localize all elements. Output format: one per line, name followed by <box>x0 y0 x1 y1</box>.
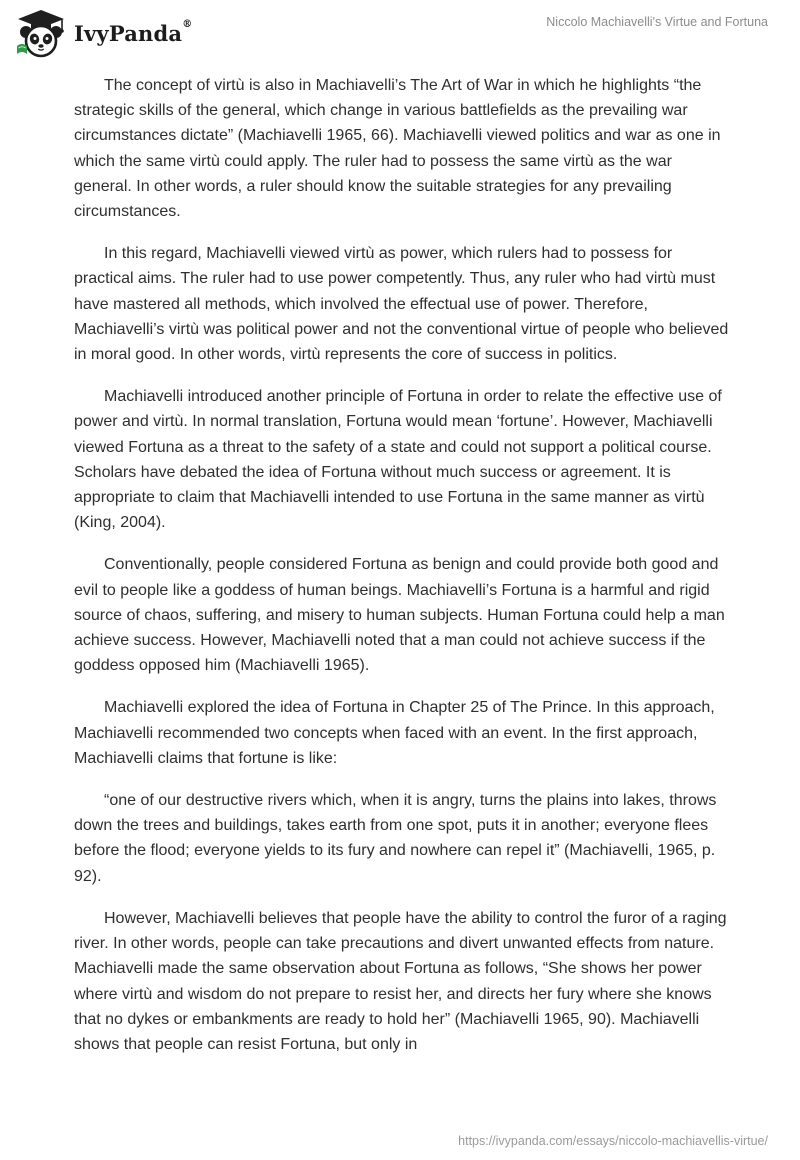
essay-body <box>74 73 734 1074</box>
page-header <box>0 0 800 70</box>
document-title: Niccolo Machiavelli's Virtue and Fortuna <box>546 15 768 29</box>
paragraph: In this regard, Machiavelli viewed virtù as power, which rulers had to possess for practical aims. The ruler had to use power competently. Thus, any ruler who had virtù must have mastered all methods, which involved the effectual use of power. Therefore, Machiavelli’s virtù was political power and not the conventional virtue of people who believed in moral good. In other words, virtù represents the core of success in politics. <box>74 245 729 364</box>
panda-graduate-icon <box>14 8 68 58</box>
paragraph: Conventionally, people considered Fortuna as benign and could provide both good and evil to people like a goddess of human beings. Machiavelli’s Fortuna is a harmful and rigid source of chaos, suffering, and misery to human subjects. Human Fortuna could help a man achieve success. However, Machiavelli noted that a man could not achieve success if the goddess opposed him (Machiavelli 1965). <box>74 556 725 675</box>
ivypanda-logo[interactable] <box>14 8 192 58</box>
block-quote: “one of our destructive rivers which, when it is angry, turns the plains into lakes, throws down the trees and buildings, takes earth from one spot, puts it in another; everyone flees before the flood; everyone yields to its fury and nowhere can repel it” (Machiavelli, 1965, p. 92). <box>74 792 717 885</box>
source-url[interactable]: https://ivypanda.com/essays/niccolo-machiavellis-virtue/ <box>458 1134 768 1148</box>
paragraph: The concept of virtù is also in Machiavelli’s The Art of War in which he highlights “the strategic skills of the general, which change in various battlefields as the prevailing war circumstances dictate” (Machiavelli 1965, 66). Machiavelli viewed politics and war as one in which the same virtù could apply. The ruler had to possess the same virtù as the war general. In other words, a ruler should know the suitable strategies for any prevailing circumstances. <box>74 77 721 221</box>
paragraph: However, Machiavelli believes that people have the ability to control the furor of a raging river. In other words, people can take precautions and divert unwanted effects from nature. Machiavelli made the same observation about Fortuna as follows, “She shows her power where virtù and wisdom do not prepare to resist her, and directs her fury where she knows that no dykes or embankments are ready to hold her” (Machiavelli 1965, 90). Machiavelli shows that people can resist Fortuna, but only in <box>74 909 727 1053</box>
paragraph: Machiavelli introduced another principle of Fortuna in order to relate the effective use of power and virtù. In normal translation, Fortuna would mean ‘fortune’. However, Machiavelli viewed Fortuna as a threat to the safety of a state and could not support a political course. Scholars have debated the idea of Fortuna without much success or agreement. It is appropriate to claim that Machiavelli intended to use Fortuna in the same manner as virtù (King, 2004). <box>74 388 722 532</box>
brand-name: IvyPanda® <box>74 18 193 46</box>
paragraph: Machiavelli explored the idea of Fortuna in Chapter 25 of The Prince. In this approach, Machiavelli recommended two concepts when faced with an event. In the first approach, Machiavelli claims that fortune is like: <box>74 699 715 767</box>
